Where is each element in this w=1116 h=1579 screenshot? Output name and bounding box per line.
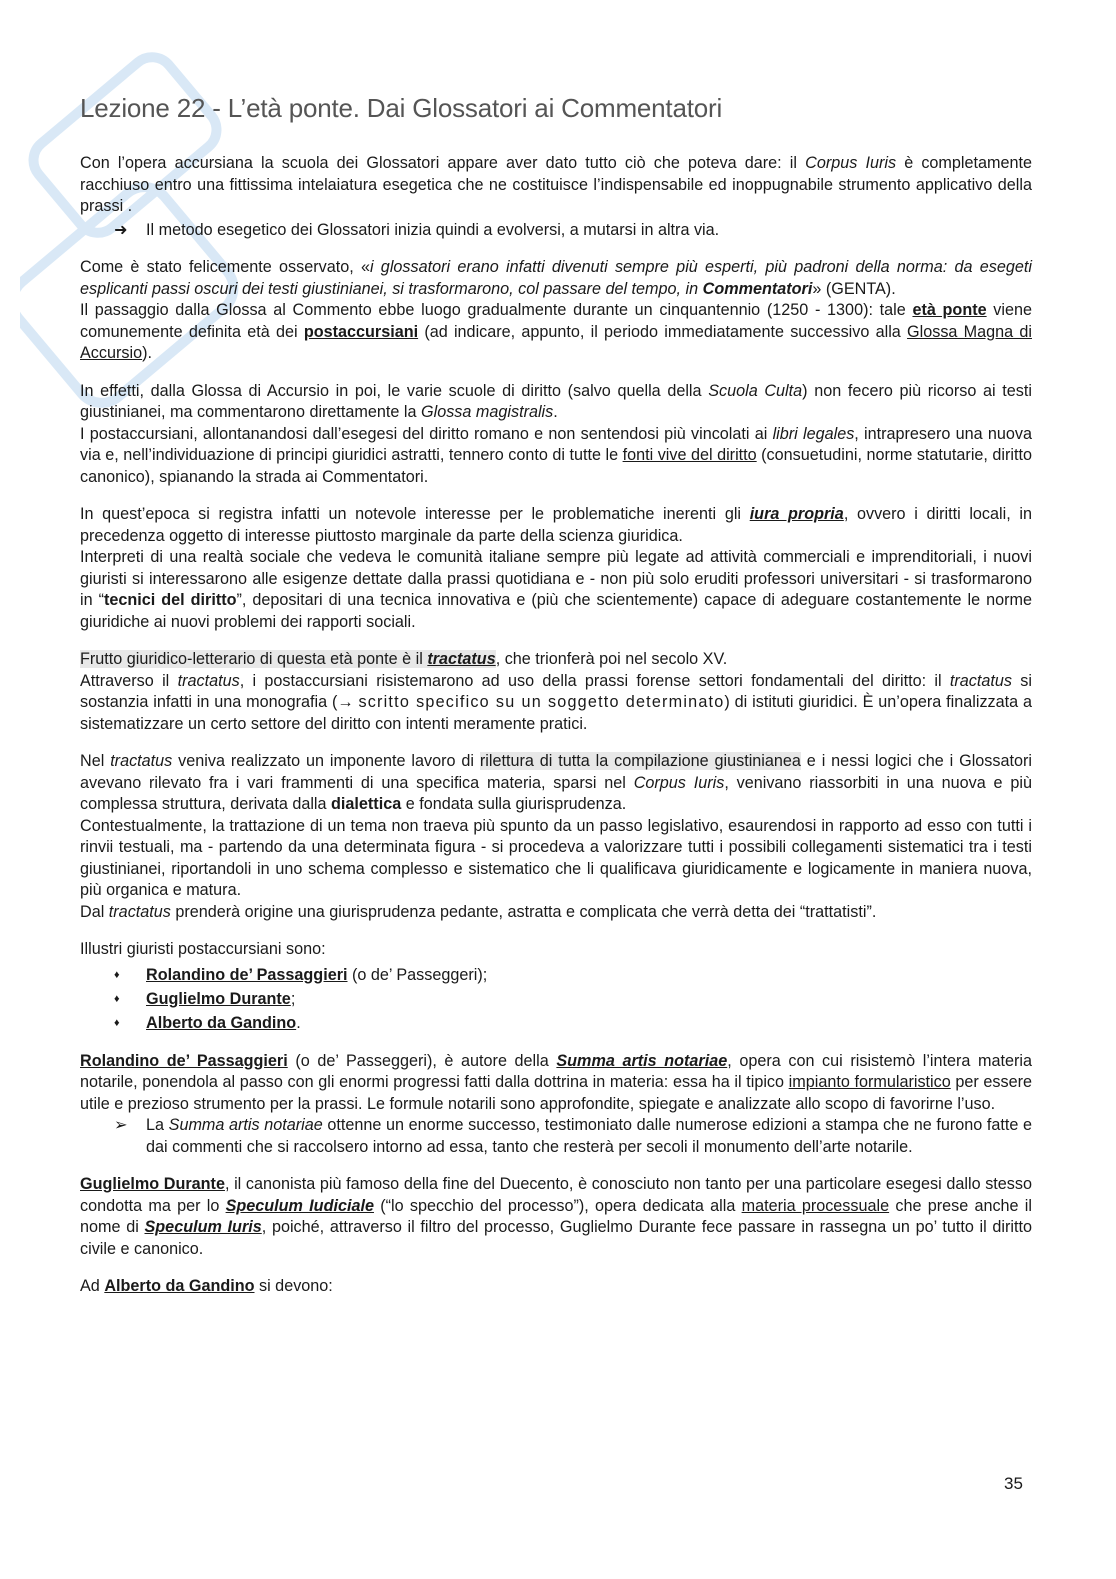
list-item: ♦ Alberto da Gandino. [114,1011,1032,1035]
paragraph-tractatus-intro: Frutto giuridico-letterario di questa età ponte è il tractatus, che trionferà poi nel secolo XV. [80,650,728,668]
paragraph-durante: Guglielmo Durante, il canonista più famoso della fine del Duecento, è conosciuto non tanto per una particolare esegesi dallo stesso condotta ma per lo Speculum Iudiciale (“lo specchio del processo”), opera dedicata alla materia processuale che prese anche il nome di Speculum Iuris, poiché, attraverso il filtro del processo, Guglielmo Durante fece passare in rassegna un po’ tutto il diritto civile e canonico. [80,1175,1032,1258]
list-item: ♦ Guglielmo Durante; [114,987,1032,1011]
paragraph-tractatus-monografia: Attraverso il tractatus, i postaccursiani risistemarono ad uso della prassi forense settori fondamentali del diritto: il tractatus si sostanzia infatti in una monografia (→ scritto specifico su un soggetto determinato) di istituti giuridici. È un’opera finalizzata a sistematizzare un certo settore del diritto con intenti meramente pratici. [80,671,1033,733]
diamond-bullet-icon: ♦ [114,1016,120,1029]
paragraph-gandino: Ad Alberto da Gandino si devono: [80,1277,333,1295]
chevron-list-text: La Summa artis notariae ottenne un enorme successo, testimoniato dalle numerose edizioni a stampa che ne furono fatte e dai commenti che si raccolsero intorno ad essa, tanto che resterà per secoli il monumento dell’arte notarile. [146,1116,1032,1156]
arrow-list-item [114,220,1032,242]
jurists-list [80,963,1032,1035]
paragraph-iura-propria: In quest’epoca si registra infatti un notevole interesse per le problematiche inerenti gli iura propria, ovvero i diritti locali, in precedenza oggetto di interesse piuttosto marginale da parte della scienza giuridica. [80,505,1032,545]
paragraph-glossa-commento: Il passaggio dalla Glossa al Commento ebbe luogo gradualmente durante un cinquantennio (1250 - 1300): tale età ponte viene comunemente definita età dei postaccursiani (ad indicare, appunto, il periodo immediatamente successivo alla Glossa Magna di Accursio). [80,301,1033,362]
paragraph-contestualmente: Contestualmente, la trattazione di un tema non traeva più spunto da un passo legislativo, esaurendosi in rapporto ad esso con tutti i rinvii testuali, ma - partendo da una determinata figura - si procedeva a valorizzare tutti i possibili collegamenti sistematici tra i testi giustinianei, riportandoli in uno schema complesso e sistematico che li qualificava giuridicamente e logicamente in maniera nuova, più organica e matura. [80,816,1032,899]
list-intro: Illustri giuristi postaccursiani sono: [80,940,326,958]
arrow-list-text: Il metodo esegetico dei Glossatori inizia quindi a evolversi, a mutarsi in altra via. [146,220,720,239]
document-page [80,92,1032,1298]
chevron-right-icon: ➢ [114,1116,128,1134]
paragraph-tecnici-diritto: Interpreti di una realtà sociale che vedeva le comunità italiane sempre più legate ad attività commerciali e imprenditoriali, i nuovi giuristi si interessarono alle esigenze dettate dalla prassi quotidiana e - non più solo eruditi professori universitari - si trasformarono in “tecnici del diritto”, depositari di una tecnica innovativa e (più che scientemente) capace di adeguare costantemente le norme giuridiche ai nuovi problemi dei rapporti sociali. [80,548,1032,631]
paragraph-rolandino: Rolandino de’ Passaggieri (o de’ Passeggeri), è autore della Summa artis notariae, opera con cui risistemò l’intera materia notarile, ponendola al passo con gli enormi progressi fatti dalla dottrina in materia: essa ha il tipico impianto formularistico per essere utile e prezioso strumento per la prassi. Le formule notarili sono approfondite, spiegate e analizzate allo scopo di favorirne l’uso. [80,1051,1032,1113]
paragraph-accursian-work: Con l’opera accursiana la scuola dei Glossatori appare aver dato tutto ciò che poteva dare: il Corpus Iuris è completamente racchiuso entro una fittissima intelaiatura esegetica che ne costituisce l’indispensabile ed inoppugnabile strumento applicativo della prassi . [80,154,1033,215]
page-title: Lezione 22 - L’età ponte. Dai Glossatori ai Commentatori [80,93,723,123]
page-number: 35 [1004,1474,1023,1493]
paragraph-tractatus-lavoro: Nel tractatus veniva realizzato un imponente lavoro di rilettura di tutta la compilazione giustinianea e i nessi logici che i Glossatori avevano rilevato fra i vari frammenti di una specifica materia, sparsi nel Corpus Iuris, venivano riassorbiti in una nuova e più complessa struttura, derivata dalla dialettica e fondata sulla giurisprudenza. [80,752,1032,813]
diamond-bullet-icon: ♦ [114,992,120,1005]
diamond-bullet-icon: ♦ [114,968,120,981]
paragraph-genta-quote: Come è stato felicemente osservato, «i glossatori erano infatti divenuti sempre più esperti, più padroni della norma: da esegeti esplicanti passi oscuri dei testi giustinianei, si trasformarono, col passare del tempo, in Commentatori» (GENTA). [80,258,1032,298]
arrow-icon: ➜ [114,220,128,239]
paragraph-postaccursiani: I postaccursiani, allontanandosi dall’esegesi del diritto romano e non sentendosi più vincolati ai libri legales, intrapresero una nuova via e, nell’individuazione di principi giuridici astratti, tennero conto di tutte le fonti vive del diritto (consuetudini, norme statutarie, diritto canonico), spianando la strada ai Commentatori. [80,424,1032,486]
paragraph-trattatisti: Dal tractatus prenderà origine una giurisprudenza pedante, astratta e complicata che verrà detta dei “trattatisti”. [80,902,877,921]
paragraph-scuola-culta: In effetti, dalla Glossa di Accursio in poi, le varie scuole di diritto (salvo quella della Scuola Culta) non fecero più ricorso ai testi giustinianei, ma commentarono direttamente la Glossa magistralis. [80,381,1032,421]
chevron-list-item [114,1115,1032,1158]
list-item: ♦ Rolandino de’ Passaggieri (o de’ Passeggeri); [114,963,1032,987]
